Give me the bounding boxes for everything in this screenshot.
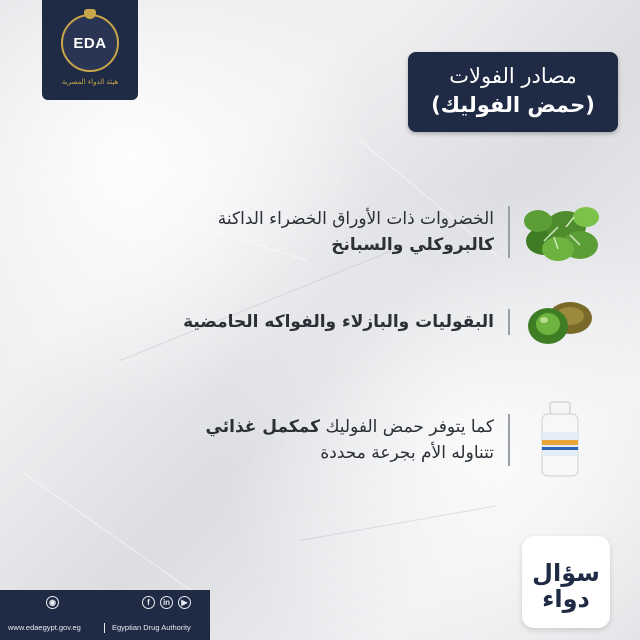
brand-text: سؤال دواء [532,559,600,613]
list-item [110,192,610,272]
youtube-icon[interactable]: ▶ [178,596,191,609]
legumes-icon [510,282,610,362]
facebook-icon[interactable]: f [142,596,155,609]
eagle-emblem-icon [84,9,96,19]
social-icons [6,596,196,612]
item-text [218,206,510,258]
item-line: تتناوله الأم بجرعة محددة [320,443,494,463]
title-main: مصادر الفولات [449,64,577,88]
globe-icon[interactable]: ◉ [46,596,59,609]
paper-crease [20,470,201,597]
footer [0,590,210,640]
footer-divider [104,623,105,633]
list-item [110,282,610,362]
supplement-bottle-icon [510,400,610,480]
website-link[interactable]: www.edaegypt.gov.eg [8,623,81,632]
eda-logo [42,0,138,100]
item-line: كالبروكلي والسبانخ [331,235,494,255]
paper-crease [300,505,497,541]
eda-seal [61,14,119,72]
brand-logo [522,536,610,628]
item-line: البقوليات والبازلاء والفواكه الحامضية [183,312,494,332]
logo-subtitle: هيئة الدواء المصرية [61,78,119,86]
item-text [183,309,510,335]
title-sub: (حمض الفوليك) [431,93,595,117]
organization-name: Egyptian Drug Authority [112,623,191,632]
item-text-prefix: كما يتوفر حمض الفوليك [320,417,494,437]
logo-acronym: EDA [73,34,107,52]
item-line [206,414,494,440]
list-item [110,400,610,480]
leafy-greens-icon [510,192,610,272]
item-text [206,414,510,466]
linkedin-icon[interactable]: in [160,596,173,609]
item-text-bold: كمكمل غذائي [205,417,321,437]
title-box [408,52,618,132]
item-line: الخضروات ذات الأوراق الخضراء الداكنة [217,209,494,229]
